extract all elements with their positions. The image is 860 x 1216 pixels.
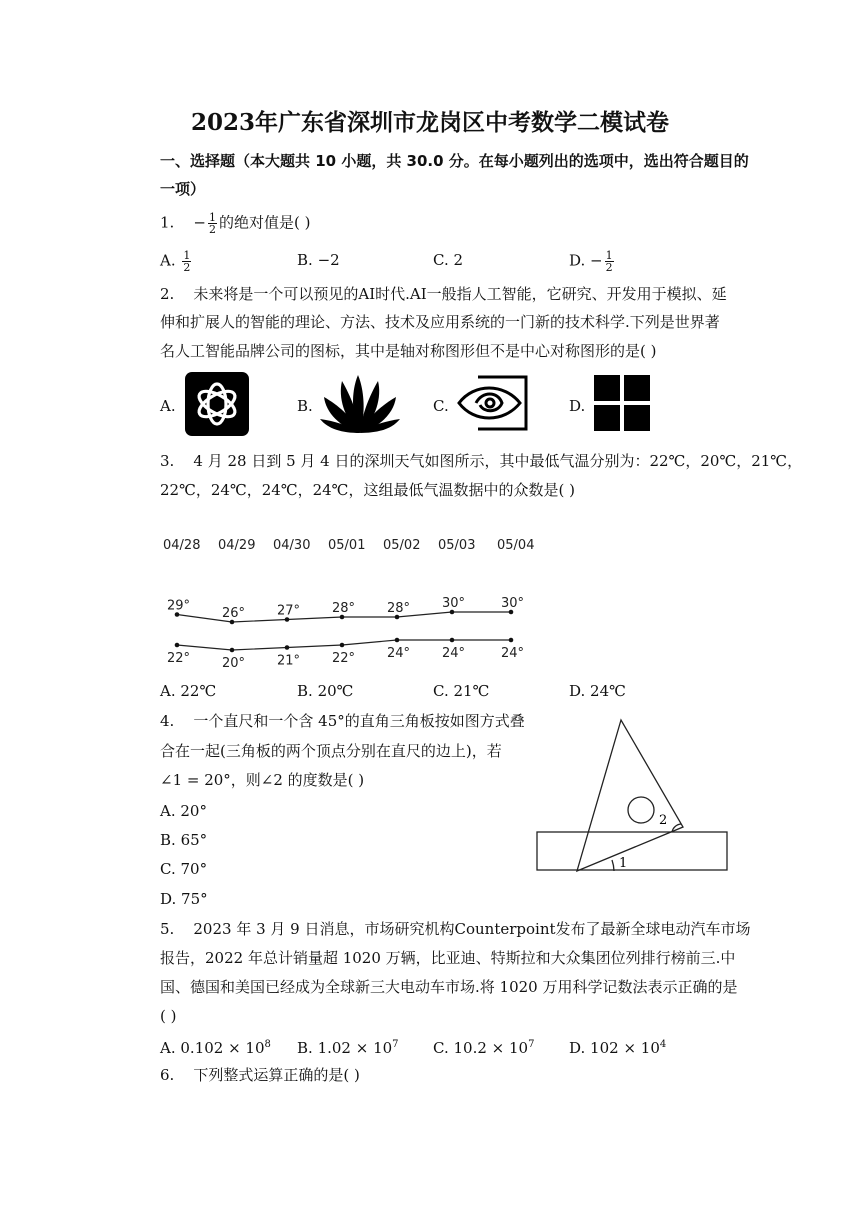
low-temp-point bbox=[340, 643, 345, 648]
huawei-logo-icon bbox=[320, 373, 400, 435]
section-heading-cont: 一项） bbox=[160, 180, 206, 198]
low-temp-label: 24° bbox=[501, 646, 525, 661]
option-a[interactable]: A. 22℃ bbox=[160, 682, 217, 700]
high-temp-label: 30° bbox=[501, 596, 525, 611]
question-3: 3. 4 月 28 日到 5 月 4 日的深圳天气如图所示，其中最低气温分别为：22℃，20℃，21℃， bbox=[160, 452, 803, 470]
question-1 bbox=[160, 212, 310, 235]
low-temp-point bbox=[509, 638, 514, 643]
angle-1-label: 1 bbox=[619, 856, 628, 871]
option-a[interactable]: A. $0.102 \times 10^8$ bbox=[160, 1039, 271, 1057]
option-d[interactable]: D. 24℃ bbox=[569, 682, 626, 700]
high-temp-label: 27° bbox=[277, 603, 301, 619]
question-text: 的绝对值是( ) bbox=[218, 213, 311, 232]
high-temp-label: 28° bbox=[387, 601, 411, 616]
question-4-line3: ∠1 = 20°，则∠2 的度数是( ) bbox=[160, 771, 365, 789]
question-4: 4. 一个直尺和一个含 45°的直角三角板按如图方式叠 bbox=[160, 712, 525, 730]
low-temp-label: 21° bbox=[277, 653, 301, 669]
angle-2-label: 2 bbox=[659, 813, 668, 828]
option-c-label[interactable]: C. bbox=[433, 397, 449, 415]
low-temp-label: 22° bbox=[332, 651, 356, 666]
weather-date: 05/04 bbox=[497, 538, 535, 553]
section-heading: 一、选择题（本大题共 10 小题，共 30.0 分。在每小题列出的选项中，选出符合题目的 bbox=[160, 152, 749, 170]
option-a-label[interactable]: A. bbox=[160, 397, 176, 415]
question-5-line2: 报告，2022 年总计销量超 1020 万辆，比亚迪、特斯拉和大众集团位列排行榜前三.中 bbox=[160, 949, 736, 967]
question-number: 1. bbox=[160, 213, 175, 232]
option-b[interactable]: B. $1.02 \times 10^7$ bbox=[297, 1039, 399, 1057]
option-d[interactable]: D. $102 \times 10^4$ bbox=[569, 1039, 667, 1057]
ruler bbox=[537, 832, 727, 870]
option-c[interactable]: C. 70° bbox=[160, 860, 208, 878]
question-5: 5. 2023 年 3 月 9 日消息，市场研究机构Counterpoint发布了最新全球电动汽车市场 bbox=[160, 920, 751, 938]
question-2-line2: 伸和扩展人的智能的理论、方法、技术及应用系统的一门新的技术科学.下列是世界著 bbox=[160, 313, 720, 331]
triangle bbox=[577, 720, 683, 871]
low-temp-point bbox=[450, 638, 455, 643]
low-temp-point bbox=[395, 638, 400, 643]
question-5-line3: 国、德国和美国已经成为全球新三大电动车市场.将 1020 万用科学记数法表示正确的是 bbox=[160, 978, 738, 996]
low-temp-point bbox=[175, 643, 180, 648]
option-a[interactable]: A. $\frac{1}{2}$ bbox=[160, 249, 191, 274]
low-temp-point bbox=[230, 648, 235, 653]
low-temp-label: 24° bbox=[442, 646, 466, 661]
page-title: 2023年广东省深圳市龙岗区中考数学二模试卷 bbox=[190, 109, 669, 136]
high-temp-label: 28° bbox=[332, 601, 356, 616]
microsoft-logo-icon bbox=[594, 375, 650, 431]
weather-date: 05/03 bbox=[438, 538, 476, 553]
option-c[interactable]: C. $10.2 \times 10^7$ bbox=[433, 1039, 535, 1057]
option-a[interactable]: A. 20° bbox=[160, 802, 207, 820]
high-temp-label: 26° bbox=[222, 606, 246, 621]
option-b-label[interactable]: B. bbox=[297, 397, 313, 415]
minus-sign: − bbox=[193, 213, 206, 232]
option-d[interactable]: D. 75° bbox=[160, 890, 208, 908]
question-5-line4: ( ) bbox=[160, 1007, 177, 1025]
low-temp-label: 24° bbox=[387, 646, 411, 661]
low-temp-label: 20° bbox=[222, 656, 246, 671]
option-b[interactable]: B. 65° bbox=[160, 831, 208, 849]
low-temp-label: 22° bbox=[167, 651, 191, 666]
option-b[interactable]: B. −2 bbox=[297, 251, 340, 269]
question-2-line3: 名人工智能品牌公司的图标，其中是轴对称图形但不是中心对称图形的是( ) bbox=[160, 342, 657, 360]
weather-date: 04/28 bbox=[163, 538, 201, 553]
question-3-line2: 22℃，24℃，24℃，24℃，这组最低气温数据中的众数是( ) bbox=[160, 481, 575, 499]
nvidia-logo-icon bbox=[456, 375, 530, 431]
triangle-hole bbox=[628, 797, 654, 823]
high-temp-label: 30° bbox=[442, 596, 466, 611]
low-temp-point bbox=[285, 645, 290, 650]
option-d-label[interactable]: D. bbox=[569, 397, 586, 415]
question-4-line2: 合在一起(三角板的两个顶点分别在直尺的边上)，若 bbox=[160, 742, 502, 760]
weather-chart bbox=[155, 530, 545, 675]
question-2: 2. 未来将是一个可以预见的AI时代.AI一般指人工智能，它研究、开发用于模拟、延 bbox=[160, 285, 727, 303]
question-6: 6. 下列整式运算正确的是( ) bbox=[160, 1066, 360, 1084]
weather-date: 04/30 bbox=[273, 538, 311, 553]
option-c[interactable]: C. 21℃ bbox=[433, 682, 490, 700]
option-d[interactable]: D. − $\frac{1}{2}$ bbox=[569, 249, 613, 274]
weather-date: 04/29 bbox=[218, 538, 256, 553]
weather-date: 05/02 bbox=[383, 538, 421, 553]
option-c[interactable]: C. 2 bbox=[433, 251, 464, 269]
high-temp-label: 29° bbox=[167, 598, 191, 614]
option-b[interactable]: B. 20℃ bbox=[297, 682, 354, 700]
triangle-ruler-figure bbox=[530, 715, 735, 880]
openai-logo-icon bbox=[184, 371, 250, 437]
fraction: $\frac{1}{2}$ bbox=[208, 211, 216, 236]
weather-date: 05/01 bbox=[328, 538, 366, 553]
